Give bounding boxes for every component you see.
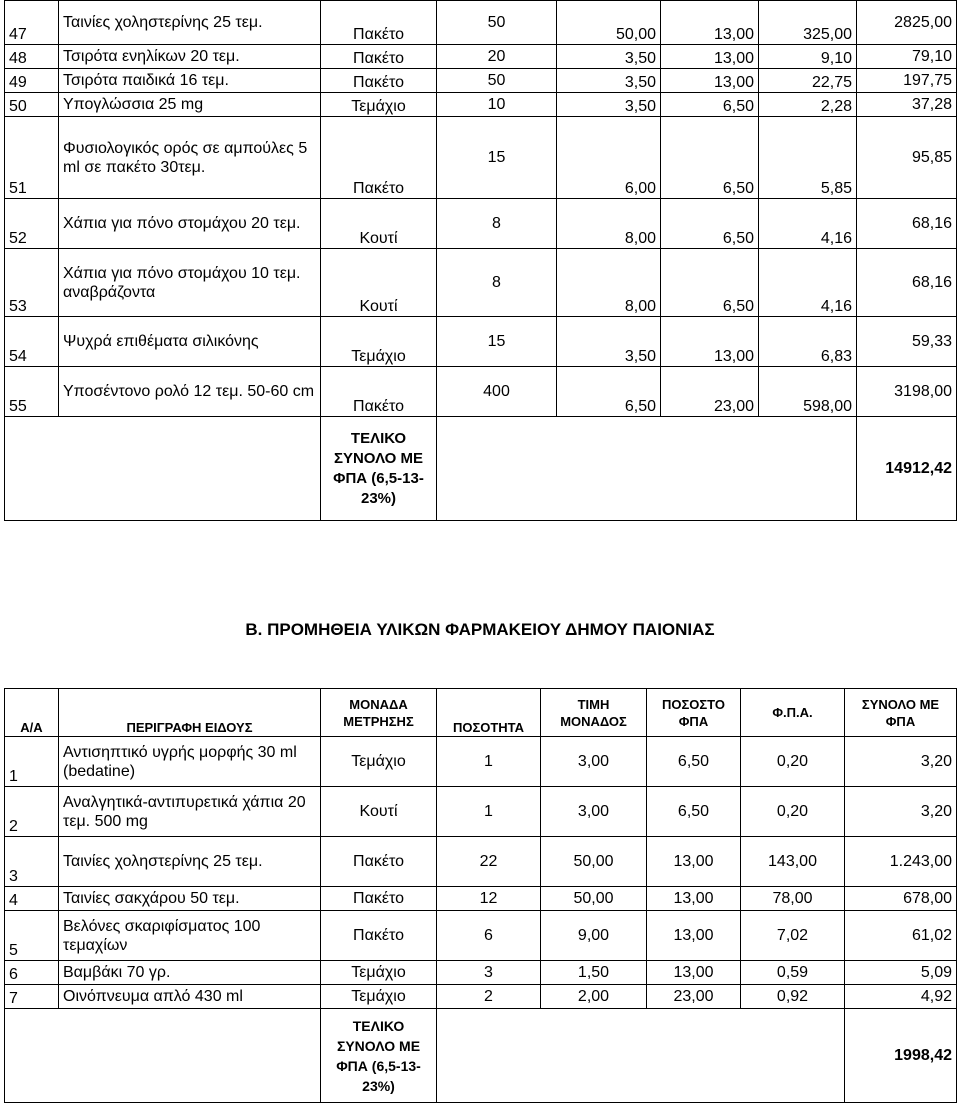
header-unit-price: ΤΙΜΗ ΜΟΝΑΔΟΣ <box>541 689 647 737</box>
vat-amount: 7,02 <box>741 911 845 961</box>
row-total: 68,16 <box>857 199 957 249</box>
unit-price: 50,00 <box>541 887 647 911</box>
vat-rate: 6,50 <box>647 787 741 837</box>
total-row <box>5 417 957 521</box>
quantity: 50 <box>437 69 557 93</box>
quantity: 10 <box>437 93 557 117</box>
vat-amount: 2,28 <box>759 93 857 117</box>
row-number: 47 <box>5 1 59 45</box>
unit-of-measure: Πακέτο <box>321 45 437 69</box>
empty-cell <box>437 1009 845 1103</box>
row-number: 52 <box>5 199 59 249</box>
unit-of-measure: Κουτί <box>321 199 437 249</box>
item-description: Βαμβάκι 70 γρ. <box>59 961 321 985</box>
vat-rate: 13,00 <box>661 45 759 69</box>
unit-price: 6,50 <box>557 367 661 417</box>
unit-price: 2,00 <box>541 985 647 1009</box>
quantity: 6 <box>437 911 541 961</box>
table-section-b <box>4 688 957 1103</box>
unit-of-measure: Πακέτο <box>321 887 437 911</box>
vat-amount: 22,75 <box>759 69 857 93</box>
row-number: 50 <box>5 93 59 117</box>
section-heading: Β. ΠΡΟΜΗΘΕΙΑ ΥΛΙΚΩΝ ΦΑΡΜΑΚΕΙΟΥ ΔΗΜΟΥ ΠΑΙΟΝΙΑΣ <box>245 620 715 639</box>
item-description: Υπογλώσσια 25 mg <box>59 93 321 117</box>
row-number: 53 <box>5 249 59 317</box>
row-number: 1 <box>5 737 59 787</box>
row-number: 49 <box>5 69 59 93</box>
unit-of-measure: Τεμάχιο <box>321 317 437 367</box>
quantity: 8 <box>437 199 557 249</box>
unit-price: 3,00 <box>541 787 647 837</box>
table-row <box>5 887 957 911</box>
vat-amount: 78,00 <box>741 887 845 911</box>
row-number: 2 <box>5 787 59 837</box>
row-number: 7 <box>5 985 59 1009</box>
vat-rate: 13,00 <box>647 887 741 911</box>
quantity: 50 <box>437 1 557 45</box>
header-quantity: ΠΟΣΟΤΗΤΑ <box>437 689 541 737</box>
unit-of-measure: Πακέτο <box>321 69 437 93</box>
vat-amount: 6,83 <box>759 317 857 367</box>
table-row <box>5 249 957 317</box>
item-description: Οινόπνευμα απλό 430 ml <box>59 985 321 1009</box>
row-number: 48 <box>5 45 59 69</box>
row-total: 79,10 <box>857 45 957 69</box>
quantity: 3 <box>437 961 541 985</box>
quantity: 22 <box>437 837 541 887</box>
item-description: Τσιρότα παιδικά 16 τεμ. <box>59 69 321 93</box>
item-description: Ταινίες σακχάρου 50 τεμ. <box>59 887 321 911</box>
table-section-a-body <box>5 1 957 521</box>
item-description: Ταινίες χοληστερίνης 25 τεμ. <box>59 1 321 45</box>
unit-of-measure: Πακέτο <box>321 1 437 45</box>
table-row <box>5 787 957 837</box>
vat-amount: 5,85 <box>759 117 857 199</box>
table-row <box>5 911 957 961</box>
quantity: 15 <box>437 117 557 199</box>
row-total: 3,20 <box>845 787 957 837</box>
row-number: 3 <box>5 837 59 887</box>
vat-amount: 143,00 <box>741 837 845 887</box>
unit-price: 3,50 <box>557 69 661 93</box>
unit-of-measure: Πακέτο <box>321 367 437 417</box>
header-vat-amount: Φ.Π.Α. <box>741 689 845 737</box>
unit-of-measure: Τεμάχιο <box>321 985 437 1009</box>
unit-price: 3,50 <box>557 317 661 367</box>
row-number: 51 <box>5 117 59 199</box>
unit-of-measure: Τεμάχιο <box>321 961 437 985</box>
empty-cell <box>5 417 321 521</box>
quantity: 20 <box>437 45 557 69</box>
unit-price: 3,00 <box>541 737 647 787</box>
unit-price: 1,50 <box>541 961 647 985</box>
table-row <box>5 69 957 93</box>
unit-price: 6,00 <box>557 117 661 199</box>
row-total: 61,02 <box>845 911 957 961</box>
vat-amount: 9,10 <box>759 45 857 69</box>
unit-price: 50,00 <box>541 837 647 887</box>
header-aa: Α/Α <box>5 689 59 737</box>
table-row <box>5 737 957 787</box>
quantity: 2 <box>437 985 541 1009</box>
unit-of-measure: Πακέτο <box>321 911 437 961</box>
table-header-row <box>5 689 957 737</box>
item-description: Χάπια για πόνο στομάχου 10 τεμ. αναβράζοντα <box>59 249 321 317</box>
vat-rate: 6,50 <box>661 249 759 317</box>
row-total: 197,75 <box>857 69 957 93</box>
item-description: Φυσιολογικός ορός σε αμπούλες 5 ml σε πακέτο 30τεμ. <box>59 117 321 199</box>
vat-rate: 23,00 <box>647 985 741 1009</box>
unit-price: 3,50 <box>557 45 661 69</box>
table-row <box>5 985 957 1009</box>
item-description: Χάπια για πόνο στομάχου 20 τεμ. <box>59 199 321 249</box>
unit-price: 50,00 <box>557 1 661 45</box>
row-number: 6 <box>5 961 59 985</box>
vat-rate: 13,00 <box>661 1 759 45</box>
row-total: 59,33 <box>857 317 957 367</box>
grand-total-label: ΤΕΛΙΚΟ ΣΥΝΟΛΟ ΜΕ ΦΠΑ (6,5-13-23%) <box>321 417 437 521</box>
row-total: 4,92 <box>845 985 957 1009</box>
table-row <box>5 961 957 985</box>
row-total: 5,09 <box>845 961 957 985</box>
header-description: ΠΕΡΙΓΡΑΦΗ ΕΙΔΟΥΣ <box>59 689 321 737</box>
row-total: 37,28 <box>857 93 957 117</box>
unit-of-measure: Κουτί <box>321 249 437 317</box>
vat-rate: 6,50 <box>661 93 759 117</box>
total-row <box>5 1009 957 1103</box>
unit-price: 9,00 <box>541 911 647 961</box>
unit-price: 3,50 <box>557 93 661 117</box>
row-total: 1.243,00 <box>845 837 957 887</box>
vat-rate: 13,00 <box>647 911 741 961</box>
vat-rate: 13,00 <box>661 317 759 367</box>
vat-rate: 13,00 <box>647 961 741 985</box>
table-row <box>5 45 957 69</box>
unit-price: 8,00 <box>557 199 661 249</box>
unit-price: 8,00 <box>557 249 661 317</box>
header-total: ΣΥΝΟΛΟ ΜΕ ΦΠΑ <box>845 689 957 737</box>
row-total: 678,00 <box>845 887 957 911</box>
quantity: 1 <box>437 737 541 787</box>
table-row <box>5 837 957 887</box>
item-description: Ψυχρά επιθέματα σιλικόνης <box>59 317 321 367</box>
vat-amount: 0,20 <box>741 787 845 837</box>
item-description: Τσιρότα ενηλίκων 20 τεμ. <box>59 45 321 69</box>
header-vat-rate: ΠΟΣΟΣΤΟ ΦΠΑ <box>647 689 741 737</box>
table-row <box>5 117 957 199</box>
unit-of-measure: Πακέτο <box>321 837 437 887</box>
vat-amount: 325,00 <box>759 1 857 45</box>
grand-total-label: ΤΕΛΙΚΟ ΣΥΝΟΛΟ ΜΕ ΦΠΑ (6,5-13-23%) <box>321 1009 437 1103</box>
vat-amount: 0,59 <box>741 961 845 985</box>
row-total: 3,20 <box>845 737 957 787</box>
item-description: Αντισηπτικό υγρής μορφής 30 ml (bedatine) <box>59 737 321 787</box>
table-row <box>5 93 957 117</box>
item-description: Αναλγητικά-αντιπυρετικά χάπια 20 τεμ. 500 mg <box>59 787 321 837</box>
quantity: 15 <box>437 317 557 367</box>
unit-of-measure: Κουτί <box>321 787 437 837</box>
empty-cell <box>5 1009 321 1103</box>
vat-amount: 4,16 <box>759 249 857 317</box>
table-row <box>5 367 957 417</box>
header-unit: ΜΟΝΑΔΑ ΜΕΤΡΗΣΗΣ <box>321 689 437 737</box>
vat-rate: 13,00 <box>647 837 741 887</box>
quantity: 1 <box>437 787 541 837</box>
vat-rate: 6,50 <box>647 737 741 787</box>
row-number: 4 <box>5 887 59 911</box>
item-description: Βελόνες σκαριφίσματος 100 τεμαχίων <box>59 911 321 961</box>
row-total: 3198,00 <box>857 367 957 417</box>
grand-total-value: 1998,42 <box>845 1009 957 1103</box>
row-total: 68,16 <box>857 249 957 317</box>
row-number: 55 <box>5 367 59 417</box>
table-row <box>5 199 957 249</box>
vat-rate: 6,50 <box>661 199 759 249</box>
unit-of-measure: Πακέτο <box>321 117 437 199</box>
empty-cell <box>437 417 857 521</box>
vat-rate: 13,00 <box>661 69 759 93</box>
unit-of-measure: Τεμάχιο <box>321 737 437 787</box>
vat-rate: 23,00 <box>661 367 759 417</box>
vat-rate: 6,50 <box>661 117 759 199</box>
row-total: 2825,00 <box>857 1 957 45</box>
grand-total-value: 14912,42 <box>857 417 957 521</box>
table-section-b-body <box>5 689 957 1103</box>
quantity: 8 <box>437 249 557 317</box>
item-description: Ταινίες χοληστερίνης 25 τεμ. <box>59 837 321 887</box>
unit-of-measure: Τεμάχιο <box>321 93 437 117</box>
row-number: 54 <box>5 317 59 367</box>
vat-amount: 4,16 <box>759 199 857 249</box>
table-section-a <box>4 0 957 521</box>
table-row <box>5 317 957 367</box>
table-row <box>5 1 957 45</box>
vat-amount: 598,00 <box>759 367 857 417</box>
vat-amount: 0,20 <box>741 737 845 787</box>
quantity: 12 <box>437 887 541 911</box>
row-total: 95,85 <box>857 117 957 199</box>
vat-amount: 0,92 <box>741 985 845 1009</box>
item-description: Υποσέντονο ρολό 12 τεμ. 50-60 cm <box>59 367 321 417</box>
row-number: 5 <box>5 911 59 961</box>
quantity: 400 <box>437 367 557 417</box>
